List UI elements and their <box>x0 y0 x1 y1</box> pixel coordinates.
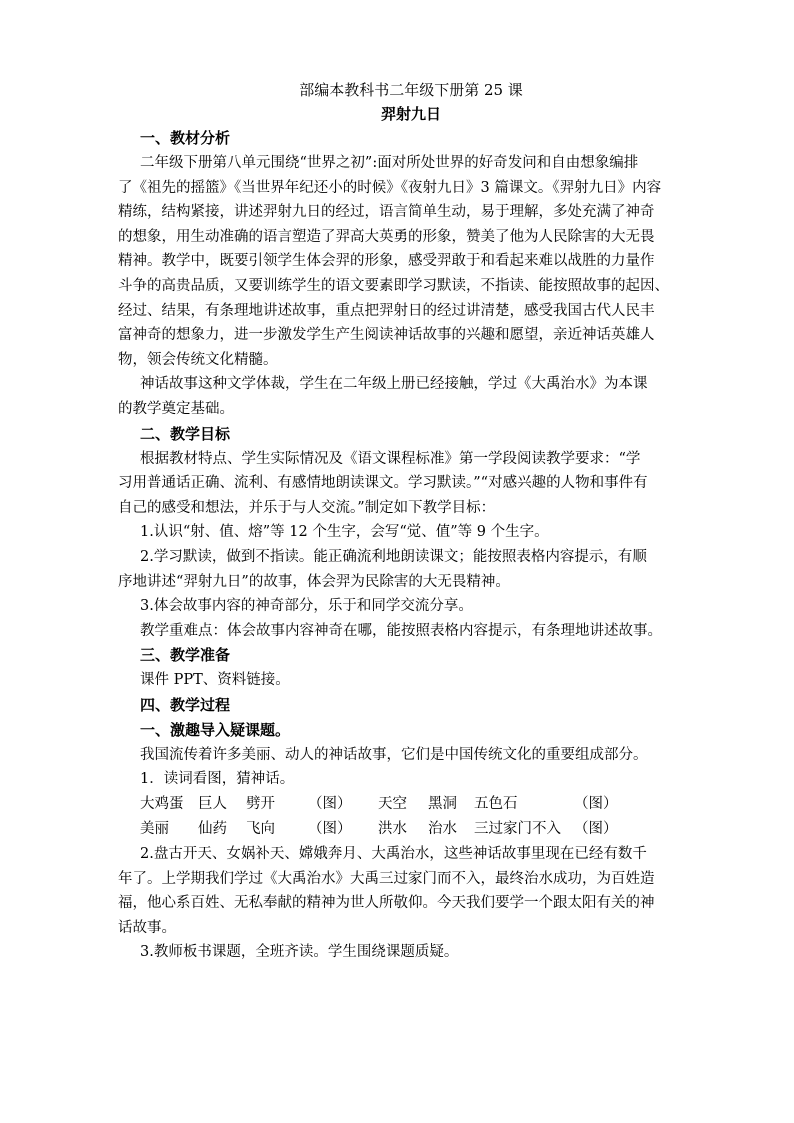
word-cell: （图） <box>574 796 618 813</box>
paragraph-line: 物，领会传统文化精髓。 <box>118 351 278 368</box>
section-heading-teaching-goals: 二、教学目标 <box>140 424 231 443</box>
goal-2 <box>118 545 704 594</box>
paragraph-line: 2.盘古开天、女娲补天、嫦娥奔月、大禹治水，这些神话故事里现在已经有数千 <box>140 846 647 863</box>
preparation-text: 课件 PPT、资料链接。 <box>140 672 290 689</box>
textbook-analysis-paragraph-2 <box>118 372 704 421</box>
section-heading-textbook-analysis: 一、教材分析 <box>140 129 231 147</box>
lesson-title: 羿射九日 <box>380 105 441 123</box>
word-cell: 美丽 <box>140 821 169 838</box>
paragraph-line: 根据教材特点、学生实际情况及《语文课程标准》第一学段阅读教学要求：“学 <box>140 450 641 467</box>
word-cell: （图） <box>574 821 618 838</box>
document-body <box>118 78 704 965</box>
word-cell: 大鸡蛋 <box>140 796 184 813</box>
word-cell: 劈开 <box>246 796 275 813</box>
step-1-item-2 <box>118 842 704 940</box>
word-cell: （图） <box>308 796 352 813</box>
step-1-heading: 一、激趣导入疑课题。 <box>140 720 291 739</box>
word-cell: 天空 <box>378 796 407 813</box>
step-1-intro: 我国流传着许多美丽、动人的神话故事，它们是中国传统文化的重要组成部分。 <box>140 746 648 763</box>
goal-1: 1.认识“射、值、熔”等 12 个生字，会写“觉、值”等 9 个生字。 <box>140 524 549 541</box>
paragraph-line: 2.学习默读，做到不指读。能正确流利地朗读课文；能按照表格内容提示，有顺 <box>140 548 647 565</box>
paragraph-line: 序地讲述“羿射九日”的故事，体会羿为民除害的大无畏精神。 <box>118 573 510 590</box>
paragraph-line: 年了。上学期我们学过《大禹治水》大禹三过家门而不入，最终治水成功，为百姓造 <box>118 870 655 887</box>
word-cell: 黑洞 <box>428 796 457 813</box>
paragraph-line: 话故事。 <box>118 919 176 936</box>
paragraph-line: 斗争的高贵品质，又要训练学生的语文要素即学习默读，不指读、能按照故事的起因、 <box>118 277 669 294</box>
paragraph-line: 的教学奠定基础。 <box>118 400 234 417</box>
step-1-item-3: 3.教师板书课题，全班齐读。学生围绕课题质疑。 <box>140 944 459 961</box>
paragraph-line: 二年级下册第八单元围绕“世界之初”:面对所处世界的好奇发问和自由想象编排 <box>140 155 639 171</box>
paragraph-line: 经过、结果，有条理地讲述故事，重点把羿射日的经过讲清楚，感受我国古代人民丰 <box>118 302 655 319</box>
word-cell: 飞向 <box>246 821 275 838</box>
paragraph-line: 了《祖先的摇篮》《当世界年纪还小的时候》《夜射九日》3 篇课文。《羿射九日》内容 <box>118 179 662 196</box>
key-points: 教学重难点：体会故事内容神奇在哪，能按照表格内容提示，有条理地讲述故事。 <box>140 622 662 639</box>
word-row-2 <box>118 817 704 842</box>
paragraph-line: 自己的感受和想法，并乐于与人交流。”制定如下教学目标： <box>118 499 496 516</box>
word-cell: 三过家门不入 <box>474 821 561 838</box>
word-cell: 治水 <box>428 821 457 838</box>
paragraph-line: 的想象，用生动准确的语言塑造了羿高大英勇的形象，赞美了他为人民除害的大无畏 <box>118 228 655 245</box>
paragraph-line: 精练，结构紧接，讲述羿射九日的经过，语言简单生动，易于理解，多处充满了神奇 <box>118 204 655 221</box>
word-row-1 <box>118 792 704 817</box>
word-cell: （图） <box>308 821 352 838</box>
lesson-subtitle: 部编本教科书二年级下册第 25 课 <box>299 81 523 99</box>
textbook-analysis-paragraph-1 <box>118 151 704 372</box>
teaching-goals-intro <box>118 447 704 521</box>
section-heading-teaching-preparation: 三、教学准备 <box>140 646 231 665</box>
section-heading-teaching-process: 四、教学过程 <box>140 695 231 714</box>
word-cell: 五色石 <box>474 796 518 813</box>
paragraph-line: 福，他心系百姓、无私奉献的精神为世人所敬仰。今天我们要学一个跟太阳有关的神 <box>118 895 655 912</box>
word-cell: 仙药 <box>198 821 227 838</box>
word-cell: 巨人 <box>198 796 227 813</box>
goal-3: 3.体会故事内容的神奇部分，乐于和同学交流分享。 <box>140 598 473 615</box>
step-1-item-1: 1．读词看图，猜神话。 <box>140 771 295 788</box>
word-cell: 洪水 <box>378 821 407 838</box>
paragraph-line: 神话故事这种文学体裁，学生在二年级上册已经接触，学过《大禹治水》为本课 <box>140 376 648 393</box>
paragraph-line: 富神奇的想象力，进一步激发学生产生阅读神话故事的兴趣和愿望，亲近神话英雄人 <box>118 327 655 344</box>
paragraph-line: 习用普通话正确、流利、有感情地朗读课文。学习默读。”“对感兴趣的人物和事件有 <box>118 475 648 492</box>
paragraph-line: 精神。教学中，既要引领学生体会羿的形象，感受羿敢于和看起来难以战胜的力量作 <box>118 253 655 270</box>
